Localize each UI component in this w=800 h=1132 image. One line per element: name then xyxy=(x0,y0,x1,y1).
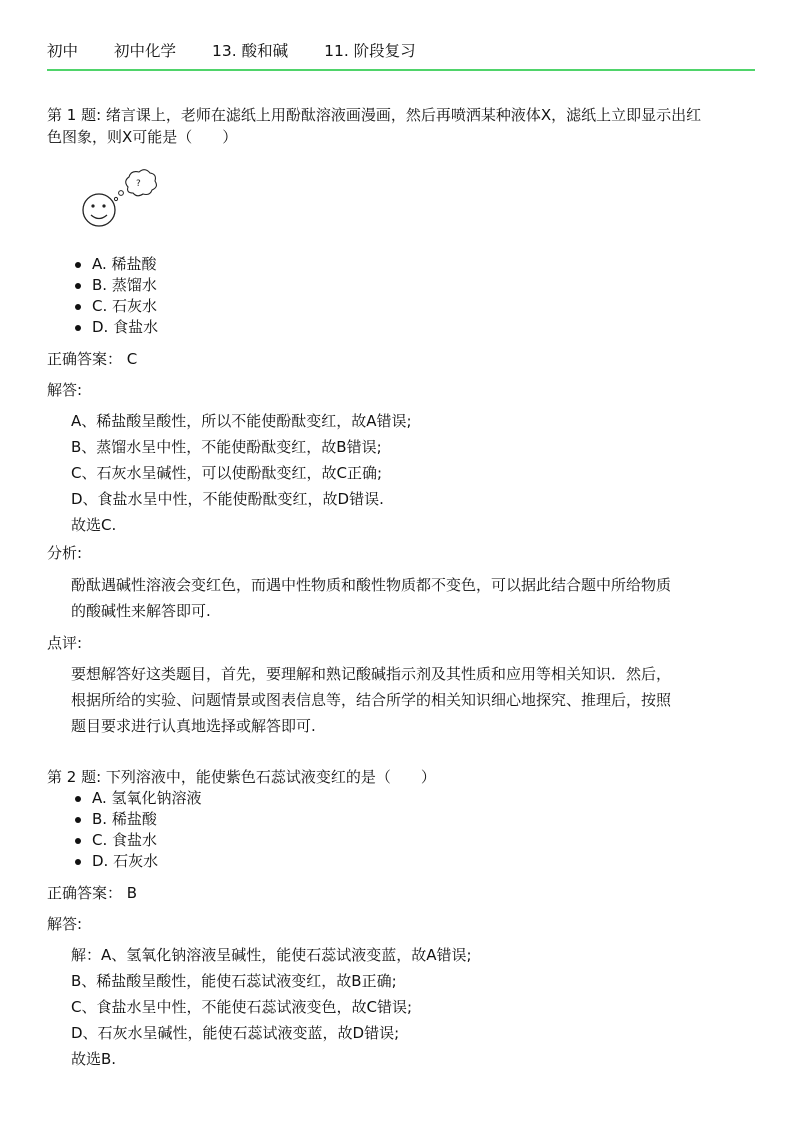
option-item[interactable]: D. 石灰水 xyxy=(47,851,757,872)
option-item[interactable]: D. 食盐水 xyxy=(47,317,757,338)
option-item[interactable]: A. 稀盐酸 xyxy=(47,254,757,275)
option-item[interactable]: C. 食盐水 xyxy=(47,830,757,851)
breadcrumb-level[interactable]: 初中 xyxy=(47,42,79,60)
breadcrumb-chapter[interactable]: 13. 酸和碱 xyxy=(212,42,289,60)
breadcrumb-section[interactable]: 11. 阶段复习 xyxy=(324,42,416,60)
question-2-solution-label: 解答: xyxy=(47,915,83,933)
svg-text:?: ? xyxy=(136,179,141,189)
question-1-comment: 要想解答好这类题目，首先，要理解和熟记酸碱指示剂及其性质和应用等相关知识．然后， 根据所给的实验、问题情景或图表信息等，结合所学的相关知识细心地探究、推理后，按照 题目要求进行认真地选择或解答即可. xyxy=(71,665,672,735)
question-1-comment-label: 点评: xyxy=(47,634,83,652)
answer-value: C xyxy=(126,350,138,368)
question-1-answer: 正确答案： C xyxy=(47,350,138,368)
option-item[interactable]: C. 石灰水 xyxy=(47,296,757,317)
option-item[interactable]: A. 氢氧化钠溶液 xyxy=(47,788,757,809)
header-divider xyxy=(47,69,755,71)
question-1-options xyxy=(47,254,757,338)
question-1-solution: A、稀盐酸呈酸性，所以不能使酚酞变红，故A错误; B、蒸馏水呈中性，不能使酚酞变红，故B错误; C、石灰水呈碱性，可以使酚酞变红，故C正确; D、食盐水呈中性，不能使酚酞变红，故D错误. 故选C. xyxy=(71,412,412,534)
question-2-solution: 解：A、氢氧化钠溶液呈碱性，能使石蕊试液变蓝，故A错误; B、稀盐酸呈酸性，能使石蕊试液变红，故B正确; C、食盐水呈中性，不能使石蕊试液变色，故C错误; D、石灰水呈碱性，能使石蕊试液变蓝，故D错误; 故选B. xyxy=(71,946,472,1068)
option-item[interactable]: B. 蒸馏水 xyxy=(47,275,757,296)
answer-value: B xyxy=(126,884,138,902)
question-1-analysis-label: 分析: xyxy=(47,544,83,562)
breadcrumb xyxy=(47,40,757,62)
question-1-analysis: 酚酞遇碱性溶液会变红色，而遇中性物质和酸性物质都不变色，可以据此结合题中所给物质 的酸碱性来解答即可. xyxy=(71,576,672,620)
question-1-stem: 第 1 题: 绪言课上，老师在滤纸上用酚酞溶液画漫画，然后再喷洒某种液体X，滤纸上立即显示出红 色图象，则X可能是（ ） xyxy=(47,106,702,146)
smiley-face-thought-bubble-icon xyxy=(78,165,160,235)
question-2-answer: 正确答案： B xyxy=(47,884,138,902)
question-1-solution-label: 解答: xyxy=(47,381,83,399)
question-2-stem: 第 2 题: 下列溶液中，能使紫色石蕊试液变红的是（ ） xyxy=(47,768,436,786)
option-item[interactable]: B. 稀盐酸 xyxy=(47,809,757,830)
breadcrumb-subject[interactable]: 初中化学 xyxy=(114,42,177,60)
question-2-options xyxy=(47,788,757,872)
